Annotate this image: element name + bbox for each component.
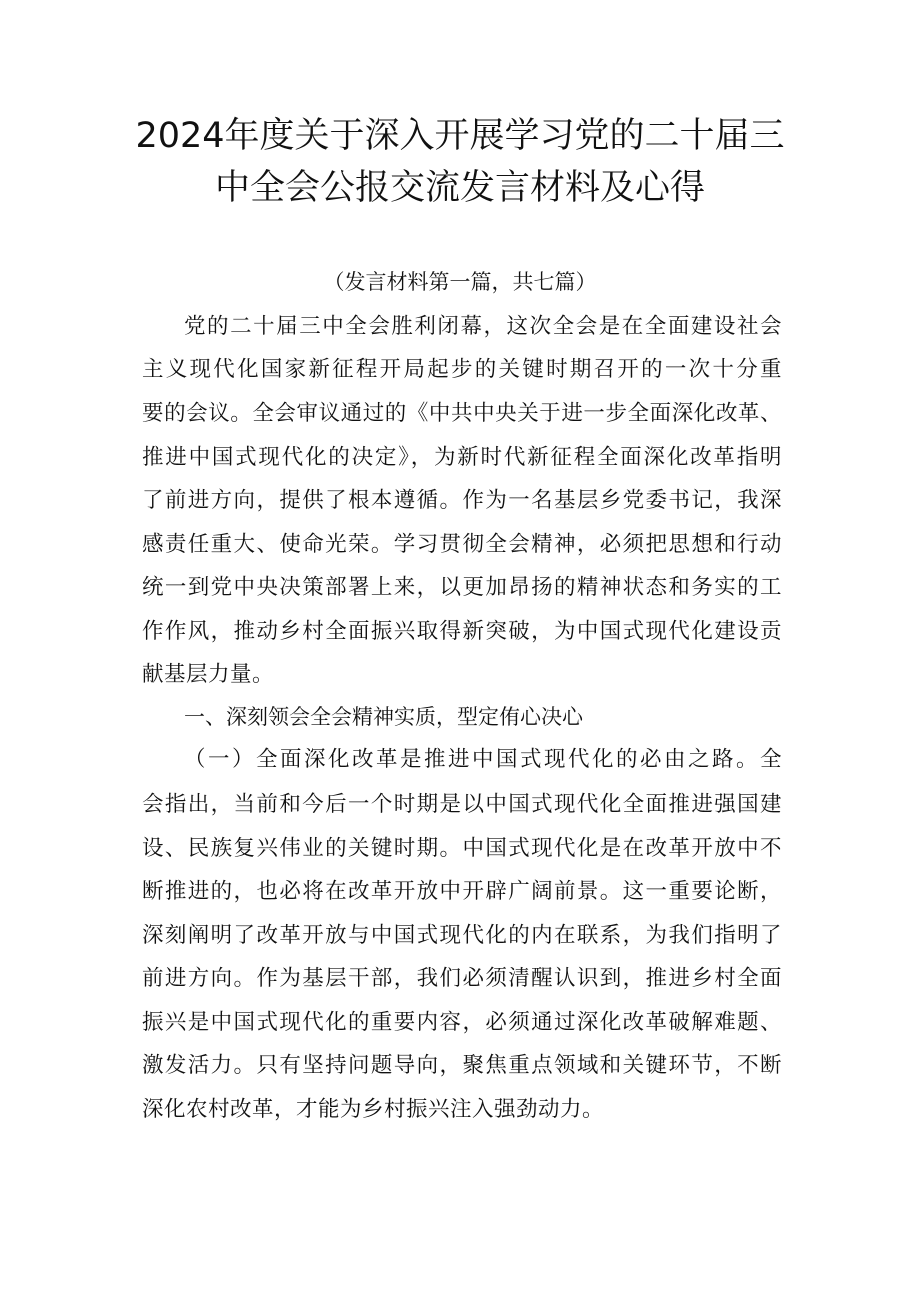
paragraph-1-line: 统一到党中央决策部署上来，以更加昂扬的精神状态和务实的工 [142,575,782,600]
paragraph-1-line: 了前进方向，提供了根本遵循。作为一名基层乡党委书记，我深 [142,488,782,513]
paragraph-2-line: 深刻阐明了改革开放与中国式现代化的内在联系，为我们指明了 [142,923,782,948]
paragraph-2-line: 激发活力。只有坚持问题导向，聚焦重点领域和关键环节，不断 [142,1053,782,1078]
paragraph-2-line: 会指出，当前和今后一个时期是以中国式现代化全面推进强国建 [142,792,782,817]
document-subtitle: （发言材料第一篇，共七篇） [323,270,597,294]
paragraph-2-line: 深化农村改革，才能为乡村振兴注入强劲动力。 [142,1097,605,1122]
paragraph-1-line: 主义现代化国家新征程开局起步的关键时期召开的一次十分重 [142,357,782,382]
paragraph-1-line: 要的会议。全会审议通过的《中共中央关于进一步全面深化改革、 [142,401,782,426]
paragraph-2-line: （一）全面深化改革是推进中国式现代化的必由之路。全 [184,747,782,772]
paragraph-1-line: 推进中国式现代化的决定》，为新时代新征程全面深化改革指明 [142,445,782,470]
document-title-line-1: 2024年度关于深入开展学习党的二十届三 [135,116,785,156]
paragraph-1-line: 党的二十届三中全会胜利闭幕，这次全会是在全面建设社会 [184,314,782,339]
paragraph-1-line: 献基层力量。 [142,662,275,687]
section-heading-1: 一、深刻领会全会精神实质，型定侑心决心 [184,705,583,729]
paragraph-2-line: 断推进的，也必将在改革开放中开辟广阔前景。这一重要论断， [142,879,782,904]
document-title-line-2: 中全会公报交流发言材料及心得 [214,168,705,208]
paragraph-2-line: 设、民族复兴伟业的关键时期。中国式现代化是在改革开放中不 [142,836,782,861]
paragraph-2-line: 振兴是中国式现代化的重要内容，必须通过深化改革破解难题、 [142,1010,782,1035]
paragraph-1-line: 感责任重大、使命光荣。学习贯彻全会精神，必须把思想和行动 [142,532,782,557]
paragraph-1-line: 作作风，推动乡村全面振兴取得新突破，为中国式现代化建设贡 [142,619,782,644]
paragraph-2-line: 前进方向。作为基层干部，我们必须清醒认识到，推进乡村全面 [142,966,782,991]
